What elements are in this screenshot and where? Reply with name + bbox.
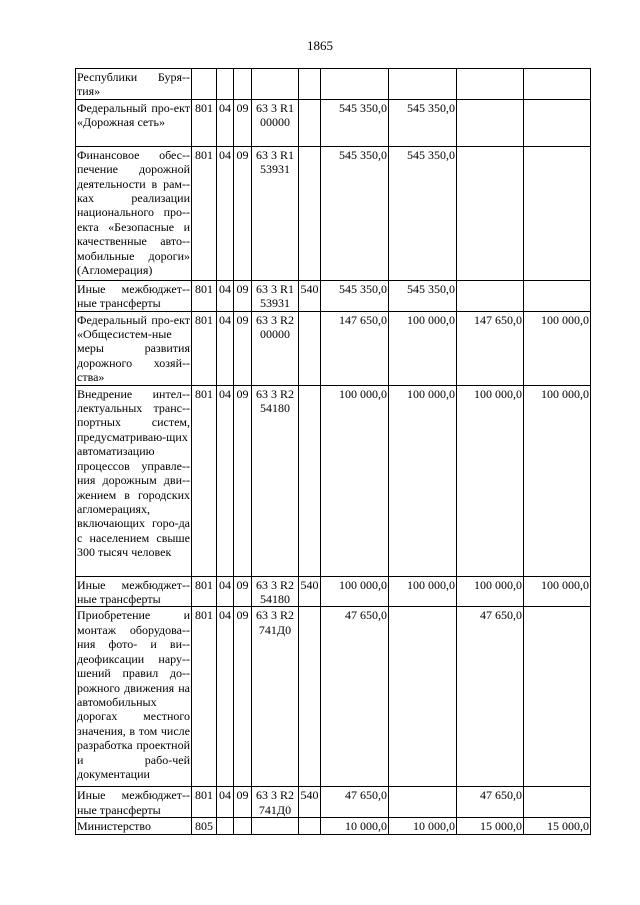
cell-expense-type [299, 69, 321, 100]
cell-section-code [217, 818, 234, 834]
cell-amount-2: 545 350,0 [389, 280, 457, 311]
cell-target-article: 63 3 R2 54180 [252, 576, 299, 607]
cell-amount-2 [389, 787, 457, 818]
cell-name: Министерство [76, 818, 192, 834]
cell-amount-2 [389, 607, 457, 787]
cell-gr-code: 801 [192, 280, 217, 311]
cell-amount-3: 47 650,0 [457, 607, 524, 787]
cell-amount-3 [457, 69, 524, 100]
cell-name: Иные межбюджет-ные трансферты [77, 788, 190, 817]
cell-name: Иные межбюджет-ные трансферты [77, 577, 190, 607]
cell-name: Федеральный про-ект «Общесистем-ные меры развития дорожного хозяй-ства» [77, 312, 190, 385]
cell-subsection-code [234, 818, 252, 834]
cell-amount-1: 100 000,0 [321, 576, 389, 607]
cell-amount-3 [457, 146, 524, 280]
cell-gr-code: 805 [192, 818, 217, 834]
cell-amount-1: 147 650,0 [321, 311, 389, 385]
cell-name: Приобретение и монтаж оборудова-ния фото- и ви-деофиксации нару-шений правил до-рожного движения на автомобильных дорогах местного значения, в том числе разработка проектной и рабо-чей документации [76, 607, 192, 787]
cell-amount-1: 545 350,0 [321, 146, 389, 280]
cell-amount-3: 100 000,0 [457, 576, 524, 607]
cell-target-article [252, 818, 299, 834]
cell-target-article [252, 69, 299, 100]
cell-subsection-code: 09 [234, 607, 252, 787]
cell-target-article: 63 3 R1 53931 [252, 280, 299, 311]
cell-amount-2 [389, 69, 457, 100]
cell-subsection-code: 09 [234, 385, 252, 576]
cell-amount-2: 10 000,0 [389, 818, 457, 834]
cell-target-article: 63 3 R1 53931 [252, 146, 299, 280]
cell-name: Федеральный про-ект «Дорожная сеть» [76, 99, 192, 146]
cell-section-code: 04 [217, 385, 234, 576]
cell-amount-4 [524, 280, 591, 311]
table-row [76, 385, 591, 576]
cell-expense-type: 540 [299, 280, 321, 311]
cell-amount-3 [457, 280, 524, 311]
table-row [76, 818, 591, 834]
cell-gr-code: 801 [192, 607, 217, 787]
cell-amount-3: 47 650,0 [457, 787, 524, 818]
cell-amount-1 [321, 69, 389, 100]
cell-gr-code: 801 [192, 787, 217, 818]
cell-amount-1: 545 350,0 [321, 280, 389, 311]
cell-target-article: 63 3 R2 741Д0 [252, 607, 299, 787]
cell-expense-type: 540 [299, 576, 321, 607]
cell-amount-1: 47 650,0 [321, 787, 389, 818]
cell-gr-code [192, 69, 217, 100]
cell-section-code: 04 [217, 280, 234, 311]
cell-section-code: 04 [217, 311, 234, 385]
cell-section-code: 04 [217, 99, 234, 146]
cell-expense-type [299, 146, 321, 280]
cell-gr-code: 801 [192, 385, 217, 576]
cell-target-article: 63 3 R2 00000 [252, 311, 299, 385]
cell-name: Республики Буря-тия» [77, 70, 190, 99]
cell-name: Иные межбюджет-ные трансферты [77, 281, 190, 311]
cell-amount-4: 100 000,0 [524, 576, 591, 607]
cell-section-code: 04 [217, 576, 234, 607]
cell-amount-2: 100 000,0 [389, 385, 457, 576]
cell-section-code: 04 [217, 146, 234, 280]
cell-subsection-code: 09 [234, 280, 252, 311]
cell-amount-3 [457, 99, 524, 146]
table-row [76, 99, 591, 146]
table-row [76, 576, 591, 607]
cell-expense-type [299, 311, 321, 385]
page-number: 1865 [307, 38, 333, 53]
cell-amount-4 [524, 99, 591, 146]
cell-expense-type [299, 818, 321, 834]
cell-amount-1: 100 000,0 [321, 385, 389, 576]
cell-section-code: 04 [217, 787, 234, 818]
cell-gr-code: 801 [192, 576, 217, 607]
cell-subsection-code: 09 [234, 311, 252, 385]
cell-amount-4 [524, 787, 591, 818]
cell-amount-1: 545 350,0 [321, 99, 389, 146]
cell-amount-4 [524, 69, 591, 100]
cell-subsection-code [234, 69, 252, 100]
cell-amount-2: 545 350,0 [389, 99, 457, 146]
cell-target-article: 63 3 R2 741Д0 [252, 787, 299, 818]
cell-amount-4: 100 000,0 [524, 385, 591, 576]
cell-target-article: 63 3 R1 00000 [252, 99, 299, 146]
table-row [76, 311, 591, 385]
budget-table [75, 68, 591, 835]
cell-amount-2: 100 000,0 [389, 311, 457, 385]
cell-section-code: 04 [217, 607, 234, 787]
cell-amount-2: 100 000,0 [389, 576, 457, 607]
cell-subsection-code: 09 [234, 576, 252, 607]
cell-section-code [217, 69, 234, 100]
cell-subsection-code: 09 [234, 99, 252, 146]
cell-target-article: 63 3 R2 54180 [252, 385, 299, 576]
cell-gr-code: 801 [192, 99, 217, 146]
cell-name: Внедрение интел-лектуальных транс-портных систем, предусматриваю-щих автоматизацию процессов управле-ния дорожным дви-жением в городских агломерациях, включающих горо-да с населением свыше 300 тысяч человек [76, 385, 192, 576]
cell-amount-3: 15 000,0 [457, 818, 524, 834]
table-row [76, 146, 591, 280]
cell-amount-1: 47 650,0 [321, 607, 389, 787]
cell-amount-4 [524, 146, 591, 280]
cell-amount-3: 100 000,0 [457, 385, 524, 576]
cell-gr-code: 801 [192, 146, 217, 280]
cell-expense-type [299, 607, 321, 787]
table-row [76, 280, 591, 311]
cell-subsection-code: 09 [234, 146, 252, 280]
cell-amount-1: 10 000,0 [321, 818, 389, 834]
cell-expense-type [299, 385, 321, 576]
cell-expense-type [299, 99, 321, 146]
cell-subsection-code: 09 [234, 787, 252, 818]
cell-amount-4: 15 000,0 [524, 818, 591, 834]
table-row [76, 69, 591, 100]
cell-gr-code: 801 [192, 311, 217, 385]
table-row [76, 607, 591, 787]
cell-amount-4 [524, 607, 591, 787]
cell-name: Финансовое обес-печение дорожной деятельности в рам-ках реализации национального про-екта «Безопасные и качественные авто-мобильные дороги» (Агломерация) [76, 146, 192, 280]
cell-amount-3: 147 650,0 [457, 311, 524, 385]
cell-amount-2: 545 350,0 [389, 146, 457, 280]
table-row [76, 787, 591, 818]
cell-amount-4: 100 000,0 [524, 311, 591, 385]
cell-expense-type: 540 [299, 787, 321, 818]
